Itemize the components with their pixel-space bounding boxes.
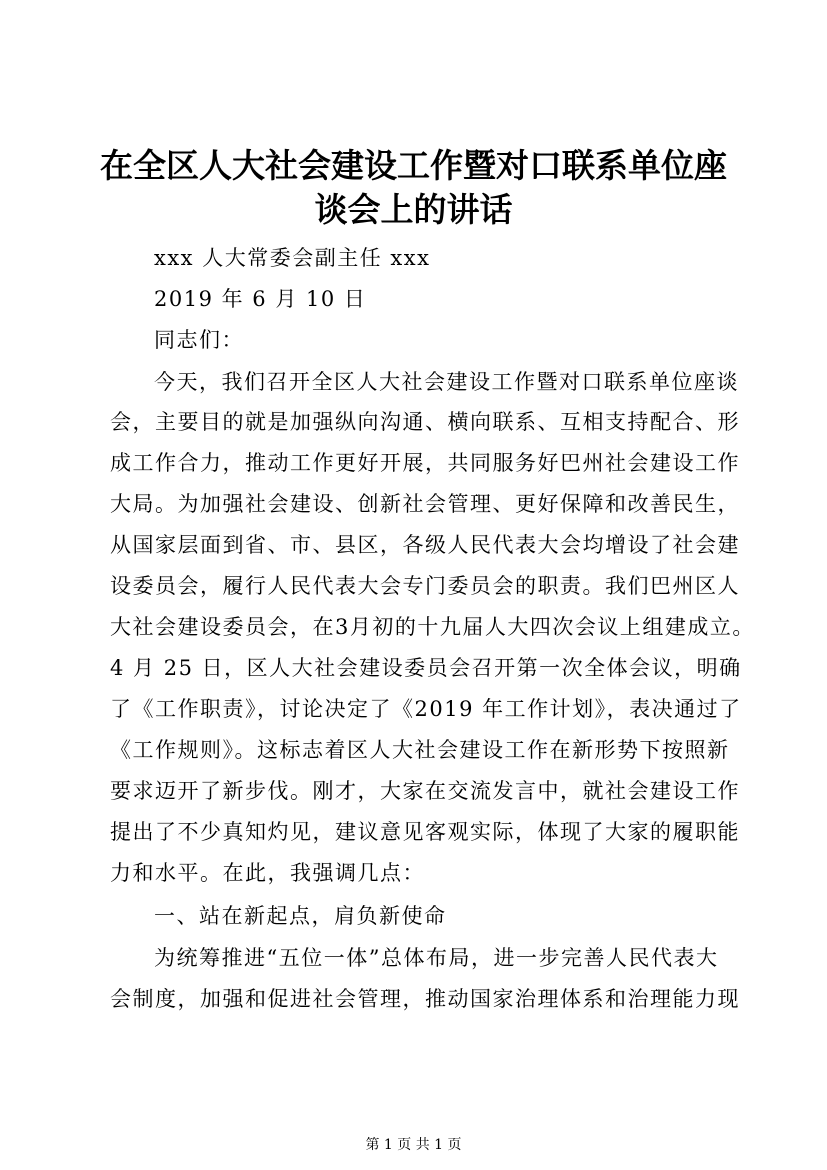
body-line: 要求迈开了新步伐。刚才，大家在交流发言中，就社会建设工作 — [110, 779, 740, 803]
body-line: 从国家层面到省、市、县区，各级人民代表大会均增设了社会建 — [110, 533, 740, 557]
body-line: 会，主要目的就是加强纵向沟通、横向联系、互相支持配合、形 — [110, 410, 740, 434]
body-line: 成工作合力，推动工作更好开展，共同服务好巴州社会建设工作 — [110, 451, 740, 475]
body-line: 力和水平。在此，我强调几点： — [110, 861, 425, 885]
document-title: 在全区人大社会建设工作暨对口联系单位座谈会上的讲话 — [100, 146, 727, 229]
body-line: 了《工作职责》，讨论决定了《2019 年工作计划》，表决通过了 — [110, 697, 742, 721]
page-footer: 第 1 页 共 1 页 — [365, 1137, 462, 1153]
body-line: 今天，我们召开全区人大社会建设工作暨对口联系单位座谈 — [154, 370, 739, 394]
body-line: 大局。为加强社会建设、创新社会管理、更好保障和改善民生， — [110, 492, 740, 516]
body-line: 4 月 25 日，区人大社会建设委员会召开第一次全体会议，明确 — [110, 656, 742, 680]
date-line: 2019 年 6 月 10 日 — [154, 287, 367, 311]
body-line: 提出了不少真知灼见，建议意见客观实际，体现了大家的履职能 — [110, 820, 740, 844]
salutation: 同志们： — [154, 328, 244, 352]
section-line: 会制度，加强和促进社会管理，推动国家治理体系和治理能力现 — [110, 987, 740, 1011]
body-line: 《工作规则》。这标志着区人大社会建设工作在新形势下按照新 — [110, 738, 730, 762]
body-line: 大社会建设委员会，在3月初的十九届人大四次会议上组建成立。 — [110, 615, 755, 639]
body-line: 设委员会，履行人民代表大会专门委员会的职责。我们巴州区人 — [110, 574, 740, 598]
author-line: xxx 人大常委会副主任 xxx — [154, 246, 431, 270]
section-heading: 一、站在新起点，肩负新使命 — [154, 904, 447, 928]
section-line: 为统筹推进“五位一体”总体布局，进一步完善人民代表大 — [154, 946, 719, 970]
